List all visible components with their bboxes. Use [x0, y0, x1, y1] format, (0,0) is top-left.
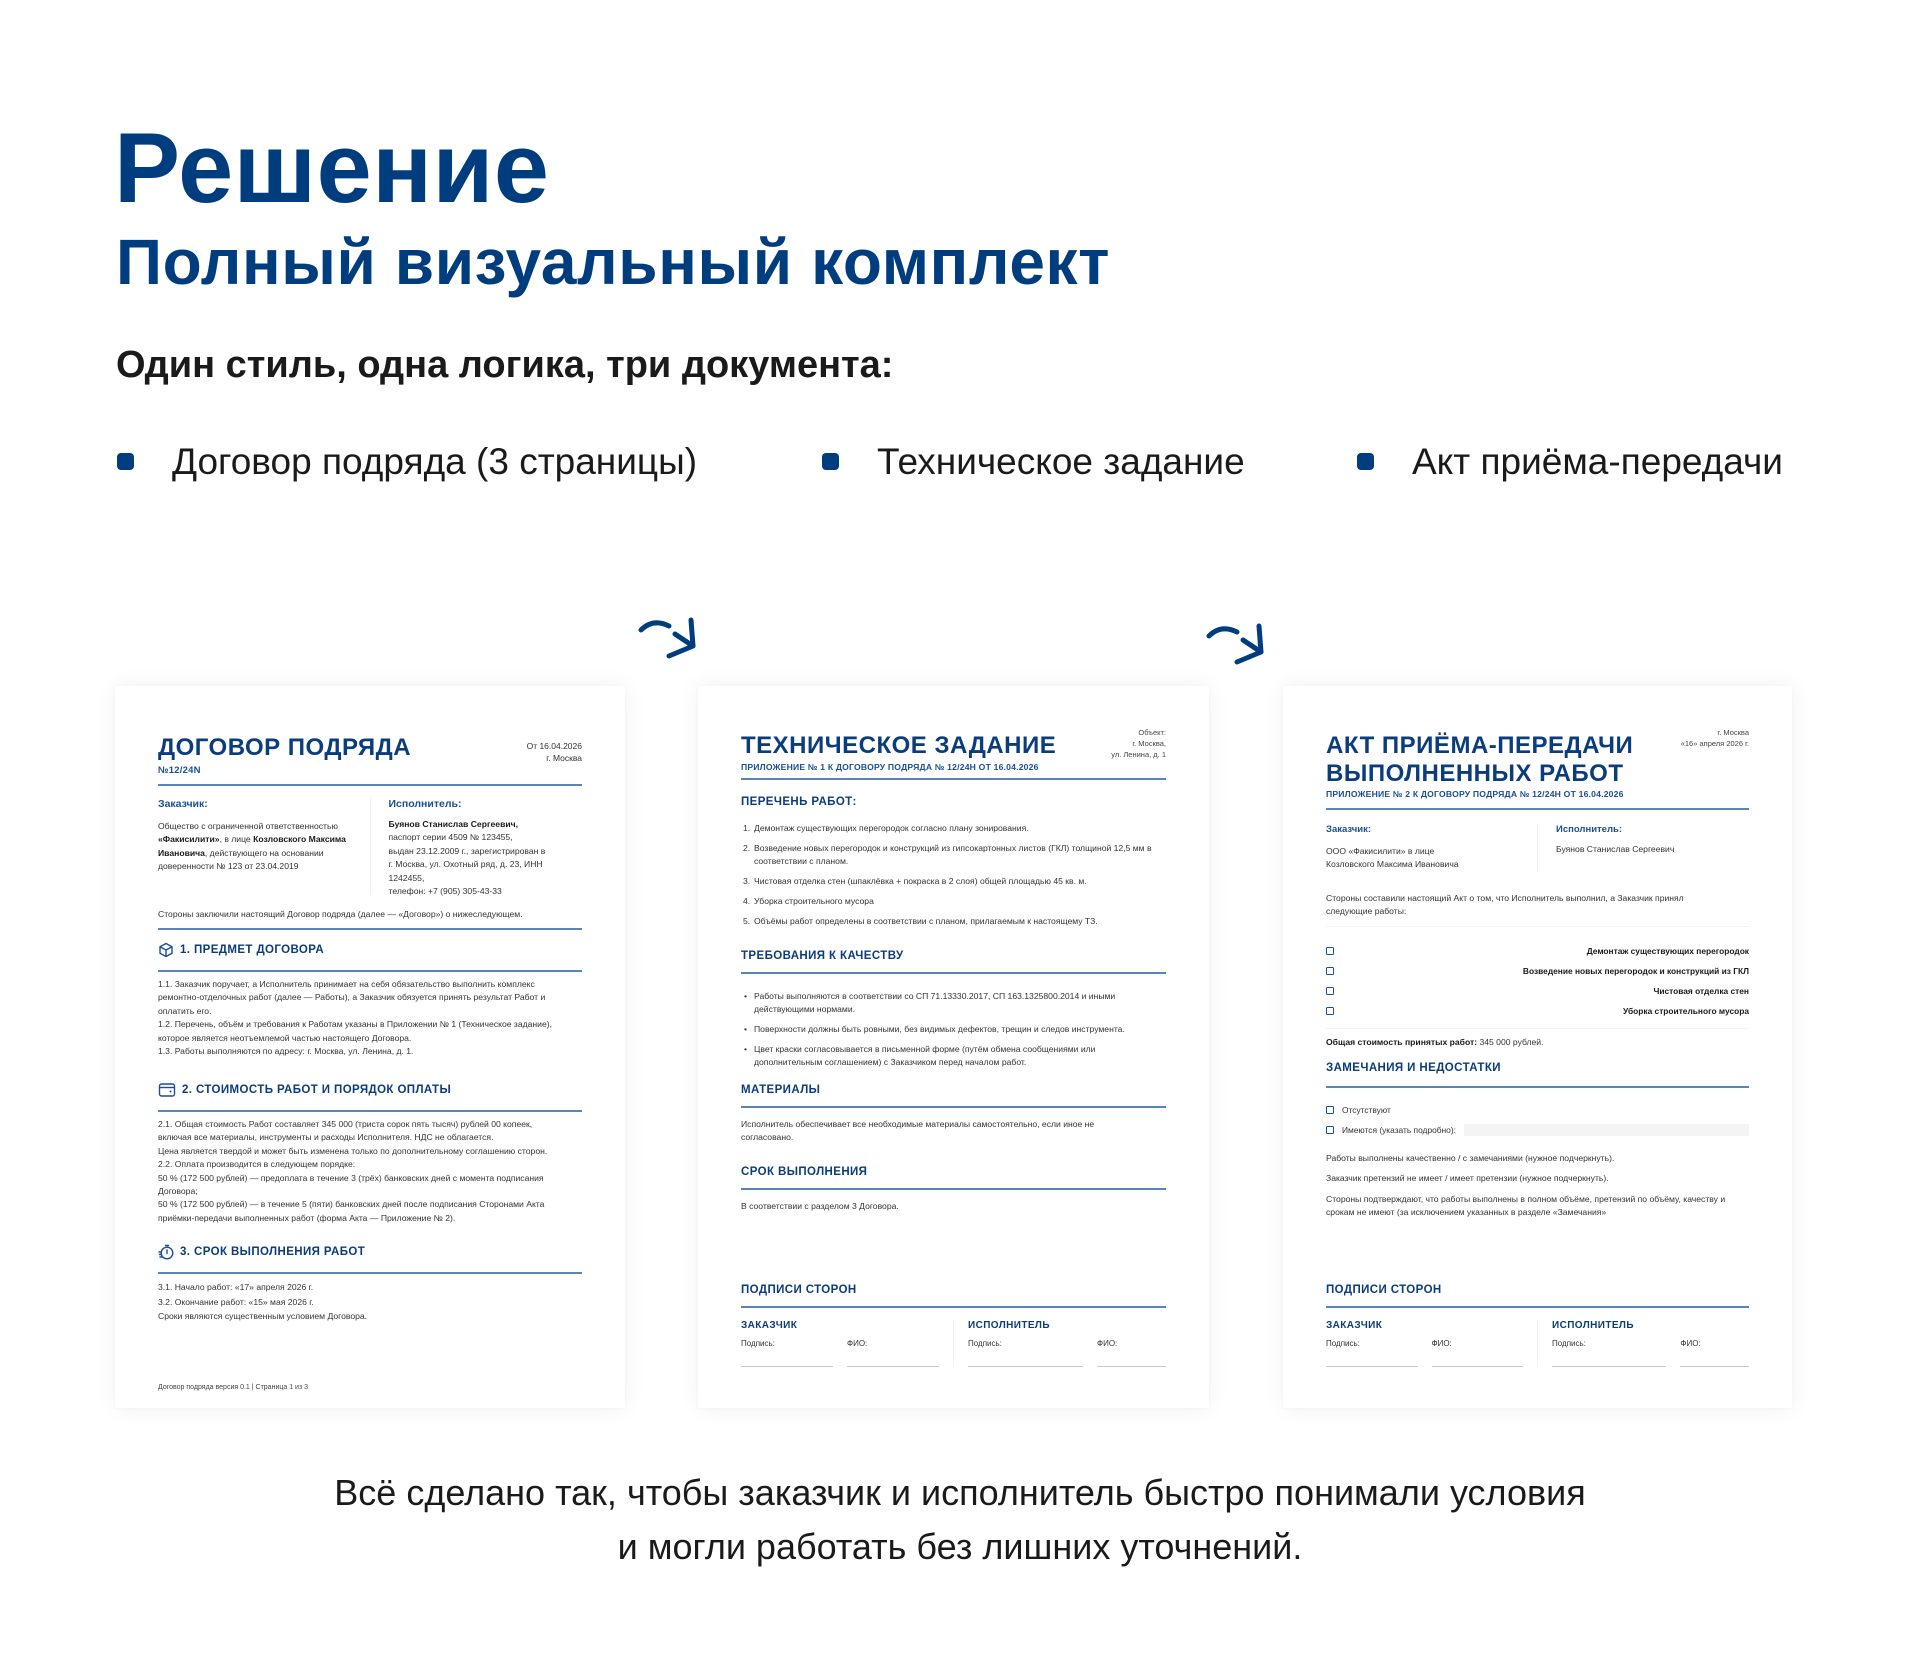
customer-label: Заказчик: — [1326, 824, 1372, 835]
customer-text: , в лице — [219, 834, 254, 845]
text-line: Договора; — [158, 1186, 198, 1197]
wallet-icon — [158, 1082, 176, 1098]
name-field[interactable] — [847, 1339, 939, 1367]
tz-document-preview — [698, 686, 1209, 1408]
section-title: 3. СРОК ВЫПОЛНЕНИЯ РАБОТ — [180, 1246, 366, 1258]
act-document-preview — [1283, 686, 1792, 1408]
signature-party: ЗАКАЗЧИК — [1326, 1320, 1383, 1331]
checklist-label: Чистовая отделка стен — [1653, 986, 1749, 996]
act-intro: Стороны составили настоящий Акт о том, что Исполнитель выполнил, а Заказчик принял следующие работы: — [1326, 893, 1684, 917]
list-item — [741, 842, 1166, 868]
section-heading — [158, 1082, 582, 1098]
item-text: Цвет краски согласовывается в письменной форме (путём обмена сообщениями или дополнительным соглашением) с Заказчиком перед началом работ. — [754, 1044, 1096, 1067]
quality-list — [741, 990, 1166, 1076]
divider — [1326, 1028, 1749, 1029]
checkbox[interactable] — [1326, 1007, 1334, 1015]
list-item-label: Техническое задание — [877, 440, 1245, 482]
customer-text: ООО «Факисилити» в лице Козловского Максима Ивановича — [1326, 846, 1459, 870]
divider — [158, 784, 582, 786]
bullet-icon — [117, 453, 134, 470]
statement-line: Заказчик претензий не имеет / имеет претензии (нужное подчеркнуть). — [1326, 1173, 1609, 1184]
document-date: «16» апреля 2026 г. — [1680, 738, 1749, 748]
bullet-icon — [822, 453, 839, 470]
statement-line: Работы выполнены качественно / с замечаниями (нужное подчеркнуть). — [1326, 1153, 1615, 1163]
divider — [741, 1188, 1166, 1190]
cube-icon — [158, 942, 174, 958]
document-date-place — [527, 740, 582, 765]
field-label: Подпись: — [741, 1339, 775, 1348]
field-label: ФИО: — [1097, 1339, 1118, 1348]
caption-line: Всё сделано так, чтобы заказчик и исполнитель быстро понимали условия — [334, 1472, 1586, 1513]
item-number: 2. — [743, 843, 751, 853]
contractor-line: телефон: +7 (905) 305-43-33 — [388, 886, 502, 897]
page-subtitle: Полный визуальный комплект — [116, 226, 1111, 298]
lead-text: Один стиль, одна логика, три документа: — [116, 344, 894, 386]
text-line: 3.2. Окончание работ: «15» мая 2026 г. — [158, 1296, 314, 1307]
column-divider — [953, 1320, 954, 1366]
parties-block — [1326, 824, 1749, 872]
text-line: Сроки являются существенным условием Договора. — [158, 1311, 368, 1322]
checkbox[interactable] — [1326, 1106, 1334, 1114]
checklist-label: Уборка строительного мусора — [1622, 1006, 1749, 1016]
option-label: Отсутствуют — [1342, 1105, 1391, 1115]
divider — [741, 1106, 1166, 1108]
contractor-signature — [968, 1320, 1166, 1367]
curved-arrow-icon — [635, 612, 715, 668]
preamble: Стороны заключили настоящий Договор подряда (далее — «Договор») о нижеследующем. — [158, 909, 523, 919]
field-label: Подпись: — [1326, 1339, 1360, 1348]
checklist-item — [1326, 981, 1749, 1001]
contractor-line: 1242455, — [388, 872, 425, 883]
checklist-item — [1326, 961, 1749, 981]
document-title: ВЫПОЛНЕННЫХ РАБОТ — [1326, 759, 1624, 787]
divider — [741, 778, 1166, 780]
term-text: В соответствии с разделом 3 Договора. — [741, 1201, 899, 1211]
signatures-title: ПОДПИСИ СТОРОН — [1326, 1284, 1442, 1296]
section-title: МАТЕРИАЛЫ — [741, 1084, 821, 1096]
list-item-tz — [822, 436, 1245, 486]
total-cost — [1326, 1036, 1749, 1049]
item-text: Работы выполняются в соответствии со СП 71.13330.2017, СП 163.1325800.2014 и иными действующими нормами. — [754, 991, 1116, 1014]
list-item-label: Акт приёма-передачи — [1412, 440, 1783, 482]
materials-text: Исполнитель обеспечивает все необходимые материалы самостоятельно, если иное не согласовано. — [741, 1119, 1095, 1143]
item-text: Поверхности должны быть ровными, без видимых дефектов, трещин и следов инструмента. — [754, 1024, 1125, 1034]
text-line: 2.1. Общая стоимость Работ составляет 345 000 (триста сорок пять тысяч) рублей 00 копеек, — [158, 1119, 533, 1129]
field-label: ФИО: — [1431, 1339, 1452, 1348]
checklist-label: Демонтаж существующих перегородок — [1586, 946, 1749, 956]
section-body — [158, 978, 582, 1058]
works-checklist — [1326, 941, 1749, 1021]
column-divider — [1537, 1320, 1538, 1366]
checkbox[interactable] — [1326, 987, 1334, 995]
checkbox[interactable] — [1326, 947, 1334, 955]
contractor-label: Исполнитель: — [1556, 824, 1623, 835]
section-title: ЗАМЕЧАНИЯ И НЕДОСТАТКИ — [1326, 1062, 1501, 1074]
checkbox[interactable] — [1326, 967, 1334, 975]
customer-representative: Ивановича — [158, 847, 205, 858]
document-subtitle: ПРИЛОЖЕНИЕ № 2 К ДОГОВОРУ ПОДРЯДА № 12/24Н ОТ 16.04.2026 — [1326, 789, 1624, 800]
divider — [158, 928, 582, 930]
customer-text: Общество с ограниченной ответственностью — [158, 821, 338, 831]
text-line: 3.1. Начало работ: «17» апреля 2026 г. — [158, 1282, 314, 1292]
name-field[interactable] — [1432, 1339, 1524, 1367]
text-line: ремонтно-отделочных работ (далее — Работы), а Заказчик обязуется принять результат Работ и — [158, 992, 546, 1003]
field-label: Подпись: — [1552, 1339, 1586, 1348]
customer-representative: Козловского Максима — [253, 834, 346, 845]
divider — [158, 1110, 582, 1112]
name-field[interactable] — [1097, 1339, 1166, 1367]
customer-signature — [741, 1320, 939, 1367]
list-item — [741, 915, 1166, 928]
item-number: 5. — [743, 916, 751, 926]
document-city: г. Москва — [1717, 728, 1749, 737]
text-line: 50 % (172 500 рублей) — предоплата в течение 3 (трёх) банковских дней с момента подписания — [158, 1172, 544, 1183]
document-title: ТЕХНИЧЕСКОЕ ЗАДАНИЕ — [741, 732, 1057, 759]
contractor-line: паспорт серии 4509 № 123455, — [388, 832, 513, 843]
contractor-block — [389, 798, 583, 898]
text-line: 2.2. Оплата производится в следующем порядке: — [158, 1159, 356, 1170]
customer-text: доверенности № 123 от 23.04.2019 — [158, 861, 299, 872]
list-item: • Поверхности должны быть ровными, без видимых дефектов, трещин и следов инструмента. — [744, 1024, 1125, 1034]
divider — [741, 972, 1166, 974]
item-number: 4. — [743, 896, 751, 906]
section-title: ТРЕБОВАНИЯ К КАЧЕСТВУ — [741, 950, 904, 962]
curved-arrow-icon — [1203, 618, 1283, 674]
statement-line: Стороны подтверждают, что работы выполнены в полном объёме, претензий по объёму, качеству и срокам не имеют (за исключением указанных в разделе «Замечания» — [1326, 1193, 1726, 1218]
customer-company: «Факисилити» — [158, 834, 220, 845]
signature-party: ИСПОЛНИТЕЛЬ — [1552, 1320, 1634, 1331]
remarks-option-some — [1326, 1120, 1749, 1140]
contractor-line: выдан 23.12.2009 г., зарегистрирован в — [388, 845, 546, 856]
page-footer: Договор подряда версия 0.1 | Страница 1 из 3 — [158, 1384, 308, 1391]
name-field[interactable] — [1680, 1339, 1749, 1367]
text-line: которое является неотъемлемой частью настоящего Договора. — [158, 1032, 412, 1043]
column-divider — [370, 798, 371, 894]
column-divider — [1537, 824, 1538, 872]
item-text: Уборка строительного мусора — [754, 896, 874, 906]
item-text: Возведение новых перегородок и конструкций из гипсокартонных листов (ГКЛ) толщиной 12,5 мм в соответствии с планом. — [754, 843, 1152, 866]
parties-block — [158, 798, 582, 898]
bottom-caption — [0, 1466, 1920, 1574]
divider — [1326, 926, 1749, 927]
customer-block — [1326, 824, 1519, 872]
text-line: оплатить его. — [158, 1005, 212, 1016]
text-line: включая все материалы, инструменты и расходы Исполнителя. НДС не облагается. — [158, 1132, 494, 1143]
contractor-text: Буянов Станислав Сергеевич — [1556, 844, 1675, 854]
customer-label: Заказчик: — [158, 798, 208, 810]
list-item — [741, 822, 1166, 835]
divider — [158, 1272, 582, 1274]
works-list — [741, 822, 1166, 935]
text-line: приёмки-передачи выполненных работ (форма Акта — Приложение № 2). — [158, 1212, 456, 1223]
contractor-label: Исполнитель: — [388, 798, 462, 810]
divider — [1326, 1086, 1749, 1088]
text-line: 1.3. Работы выполняются по адресу: г. Москва, ул. Ленина, д. 1. — [158, 1046, 414, 1057]
page-title: Решение — [114, 112, 550, 223]
total-value: 345 000 рублей. — [1479, 1037, 1544, 1047]
signature-field[interactable] — [741, 1339, 833, 1367]
caption-line: и могли работать без лишних уточнений. — [617, 1526, 1303, 1567]
object-city: г. Москва, — [1132, 738, 1166, 748]
object-label: Объект: — [1138, 728, 1166, 737]
document-city: г. Москва — [546, 753, 582, 764]
customer-block — [158, 798, 352, 898]
checklist-item — [1326, 941, 1749, 961]
document-list — [0, 436, 1920, 486]
field-label: ФИО: — [847, 1339, 868, 1348]
bullet-icon — [1357, 453, 1374, 470]
divider — [741, 1306, 1166, 1308]
list-item — [741, 895, 1166, 908]
item-text: Чистовая отделка стен (шпаклёвка + покраска в 2 слоя) общей площадью 45 кв. м. — [754, 876, 1087, 886]
section-body — [158, 1118, 582, 1225]
remarks-option-none — [1326, 1100, 1749, 1120]
section-title: ПЕРЕЧЕНЬ РАБОТ: — [741, 796, 857, 808]
signature-field[interactable] — [968, 1339, 1083, 1367]
item-number: 1. — [743, 823, 751, 833]
object-street: ул. Ленина, д. 1 — [1111, 749, 1166, 759]
text-line: 50 % (172 500 рублей) — в течение 5 (пяти) банковских дней после подписания Сторонами Акта — [158, 1199, 545, 1210]
list-item — [741, 875, 1166, 888]
item-number: 3. — [743, 876, 751, 886]
customer-text: , действующего на основании — [204, 847, 324, 858]
signature-party: ЗАКАЗЧИК — [741, 1320, 798, 1331]
customer-signature — [1326, 1320, 1523, 1367]
text-line: 1.2. Перечень, объём и требования к Работам указаны в Приложении № 1 (Техническое задание), — [158, 1019, 552, 1030]
document-title: ДОГОВОР ПОДРЯДА — [158, 734, 412, 761]
document-number: №12/24N — [158, 764, 201, 776]
item-text: Демонтаж существующих перегородок согласно плану зонирования. — [754, 823, 1029, 833]
section-heading — [158, 942, 582, 958]
signature-field[interactable] — [1326, 1339, 1418, 1367]
document-subtitle: ПРИЛОЖЕНИЕ № 1 К ДОГОВОРУ ПОДРЯДА № 12/24Н ОТ 16.04.2026 — [741, 761, 1039, 772]
option-label: Имеются (указать подробно): — [1342, 1125, 1456, 1135]
object-address — [1111, 728, 1166, 761]
section-title: 1. ПРЕДМЕТ ДОГОВОРА — [180, 944, 325, 956]
list-item-contract — [117, 436, 697, 486]
signatures-block — [741, 1320, 1166, 1367]
field-label: ФИО: — [1680, 1339, 1701, 1348]
list-item: • Работы выполняются в соответствии со СП 71.13330.2017, СП 163.1325800.2014 и иными действующими нормами. — [741, 990, 1166, 1016]
contractor-line: г. Москва, ул. Охотный ряд, д. 23, ИНН — [388, 859, 543, 870]
field-label: Подпись: — [968, 1339, 1002, 1348]
document-date-place — [1681, 728, 1749, 750]
list-item-act — [1357, 436, 1783, 486]
stopwatch-icon — [158, 1244, 174, 1260]
checkbox[interactable] — [1326, 1126, 1334, 1134]
contract-document-preview — [115, 686, 625, 1408]
contractor-signature — [1552, 1320, 1749, 1367]
divider — [1326, 808, 1749, 810]
section-body — [158, 1280, 582, 1324]
contractor-name: Буянов Станислав Сергеевич, — [388, 819, 519, 829]
text-line: 1.1. Заказчик поручает, а Исполнитель принимает на себя обязательство выполнить комплекс — [158, 979, 535, 989]
document-title: АКТ ПРИЁМА-ПЕРЕДАЧИ — [1326, 732, 1634, 759]
signature-party: ИСПОЛНИТЕЛЬ — [968, 1320, 1050, 1331]
item-text: Объёмы работ определены в соответствии с планом, прилагаемым к настоящему ТЗ. — [754, 916, 1098, 926]
signatures-title: ПОДПИСИ СТОРОН — [741, 1284, 857, 1296]
total-label: Общая стоимость принятых работ: — [1326, 1037, 1478, 1047]
contractor-block — [1556, 824, 1749, 872]
section-title: 2. СТОИМОСТЬ РАБОТ И ПОРЯДОК ОПЛАТЫ — [182, 1084, 452, 1096]
divider — [158, 970, 582, 972]
list-item: • Цвет краски согласовывается в письменной форме (путём обмена сообщениями или дополнительным соглашением) с Заказчиком перед началом работ. — [741, 1043, 1166, 1069]
signatures-block — [1326, 1320, 1749, 1367]
section-title: СРОК ВЫПОЛНЕНИЯ — [741, 1166, 868, 1178]
checklist-label: Возведение новых перегородок и конструкций из ГКЛ — [1522, 966, 1749, 976]
text-line: Цена является твердой и может быть изменена только по дополнительному соглашению сторон. — [158, 1145, 548, 1156]
remarks-options — [1326, 1100, 1749, 1140]
remarks-input[interactable] — [1464, 1124, 1749, 1136]
list-item-label: Договор подряда (3 страницы) — [172, 440, 698, 482]
document-date: От 16.04.2026 — [526, 741, 582, 751]
act-statements — [1326, 1152, 1749, 1220]
divider — [1326, 1306, 1749, 1308]
section-heading — [158, 1244, 582, 1260]
signature-field[interactable] — [1552, 1339, 1666, 1367]
checklist-item — [1326, 1001, 1749, 1021]
